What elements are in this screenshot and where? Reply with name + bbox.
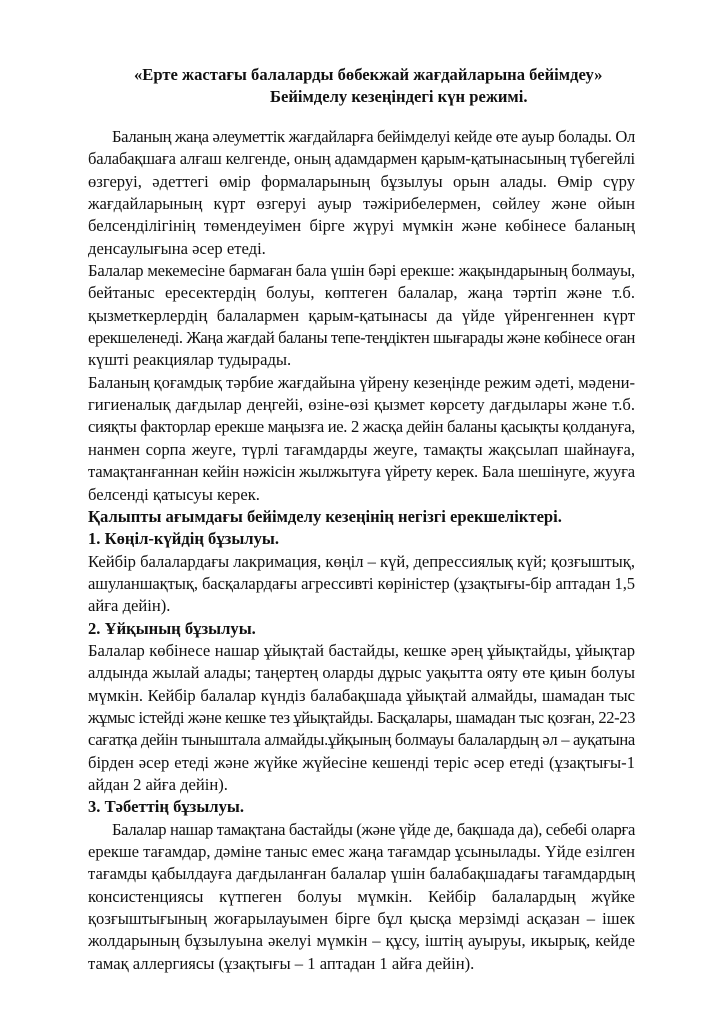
text-line: консистенциясы күтпеген болуы мүмкін. Кейбір балалардың жүйке xyxy=(88,886,635,906)
document-title: «Ерте жастағы балаларды бөбекжай жағдайларына бейімдеу» xyxy=(134,65,603,84)
text-line: сияқты факторлар ерекше маңызға ие. 2 жасқа дейін баланы қасықты қолдануға, xyxy=(88,417,635,437)
text-line: нанмен сорпа жеуге, түрлі тағамдарды жеуге, тамақты жақсылап шайнауға, xyxy=(88,439,635,459)
text-line: Балалар көбінесе нашар ұйықтай бастайды, кешке әрең ұйықтайды, ұйықтар xyxy=(88,640,635,660)
text-line: қызметкерлердің балалармен қарым-қатынасы да үйде үйренгеннен күрт xyxy=(88,305,635,325)
text-line: Кейбір балалардағы лакримация, көңіл – күй, депрессиялық күй; қозғыштық, xyxy=(88,551,635,571)
text-line: өзгеруі, әдеттегі өмір формаларының бұзылуы орын алады. Өмір сүру xyxy=(88,171,635,191)
text-line: ерекше тағамдар, дәміне таныс емес жаңа тағамдар ұсынылады. Үйде езілген xyxy=(88,842,635,861)
text-line: жолдарының бұзылуына әкелуі мүмкін – құсу, іштің ауыруы, икырық, кейде xyxy=(88,931,635,951)
text-line: тамақтанғаннан кейін нәжісін жылжытуға үйрету керек. Бала шешінуге, жууға xyxy=(88,462,635,482)
section-heading: 3. Тәбеттің бұзылуы. xyxy=(88,797,245,817)
text-line: сағатқа дейін тыныштала алмайды.ұйқының болмауы балалардың әл – ауқатына xyxy=(88,730,635,750)
section-heading: 2. Ұйқының бұзылуы. xyxy=(88,618,256,638)
document-body xyxy=(88,126,635,975)
text-line: алдында жылай алады; таңертең оларды дұрыс уақытта ояту өте қиын болуы xyxy=(88,663,635,683)
text-line: айға дейін). xyxy=(88,596,171,616)
text-line: белсенді қатысуы керек. xyxy=(88,484,260,504)
text-line: қозғыштығының жоғарылауымен бірге бұл қысқа мерзімді асқазан – ішек xyxy=(88,909,635,929)
text-line: тағамды қабылдауға дағдыланған балалар үшін балабақшадағы тағамдардың xyxy=(88,864,635,884)
text-line: мүмкін. Кейбір балалар күндіз балабақшада ұйықтай алмайды, шамадан тыс xyxy=(88,685,635,705)
text-line: ерекшеленеді. Жаңа жағдай баланы тепе-теңдіктен шығарады және көбінесе оған xyxy=(88,328,635,348)
text-line: Баланың жаңа әлеуметтік жағдайларға бейімделуі кейде өте ауыр болады. Ол xyxy=(112,127,635,146)
text-line: гигиеналық дағдылар деңгейі, өзіне-өзі қызмет көрсету дағдылары және т.б. xyxy=(88,395,635,415)
text-line: айдан 2 айға дейін). xyxy=(88,774,228,794)
text-line: жағдайларының күрт өзгеруі ауыр тәжірибелермен, сөйлеу және ойын xyxy=(88,194,635,214)
text-line: денсаулығына әсер етеді. xyxy=(88,238,266,258)
text-line: күшті реакциялар тудырады. xyxy=(88,350,292,370)
text-line: балабақшаға алғаш келгенде, оның адамдармен қарым-қатынасының түбегейлі xyxy=(88,149,635,169)
section-heading: Қалыпты ағымдағы бейімделу кезеңінің негізгі ерекшеліктері. xyxy=(88,506,562,526)
text-line: Балалар мекемесіне бармаған бала үшін бәрі ерекше: жақындарының болмауы, xyxy=(88,261,635,281)
text-line: белсенділігінің төмендеуімен бірге жүруі мүмкін және көбінесе баланың xyxy=(88,216,635,236)
text-line: Балалар нашар тамақтана бастайды (және үйде де, бақшада да), себебі оларға xyxy=(112,819,635,839)
text-line: жұмыс істейді және кешке тез ұйықтайды. Басқалары, шамадан тыс қозған, 22-23 xyxy=(88,707,635,727)
section-heading: 1. Көңіл-күйдің бұзылуы. xyxy=(88,529,279,549)
document-subtitle: Бейімделу кезеңіндегі күн режимі. xyxy=(270,87,528,106)
text-line: Баланың қоғамдық тәрбие жағдайына үйрену кезеңінде режим әдеті, мәдени- xyxy=(88,372,635,392)
text-line: ашуланшақтық, басқалардағы агрессивті көріністер (ұзақтығы-бір аптадан 1,5 xyxy=(88,573,635,593)
text-line: бейтаныс ересектердің болуы, көптеген балалар, жаңа тәртіп және т.б. xyxy=(88,283,635,303)
text-line: тамақ аллергиясы (ұзақтығы – 1 аптадан 1 айға дейін). xyxy=(88,953,475,973)
text-line: бірден әсер етеді және жүйке жүйесіне кешенді теріс әсер етеді (ұзақтығы-1 xyxy=(88,752,635,772)
